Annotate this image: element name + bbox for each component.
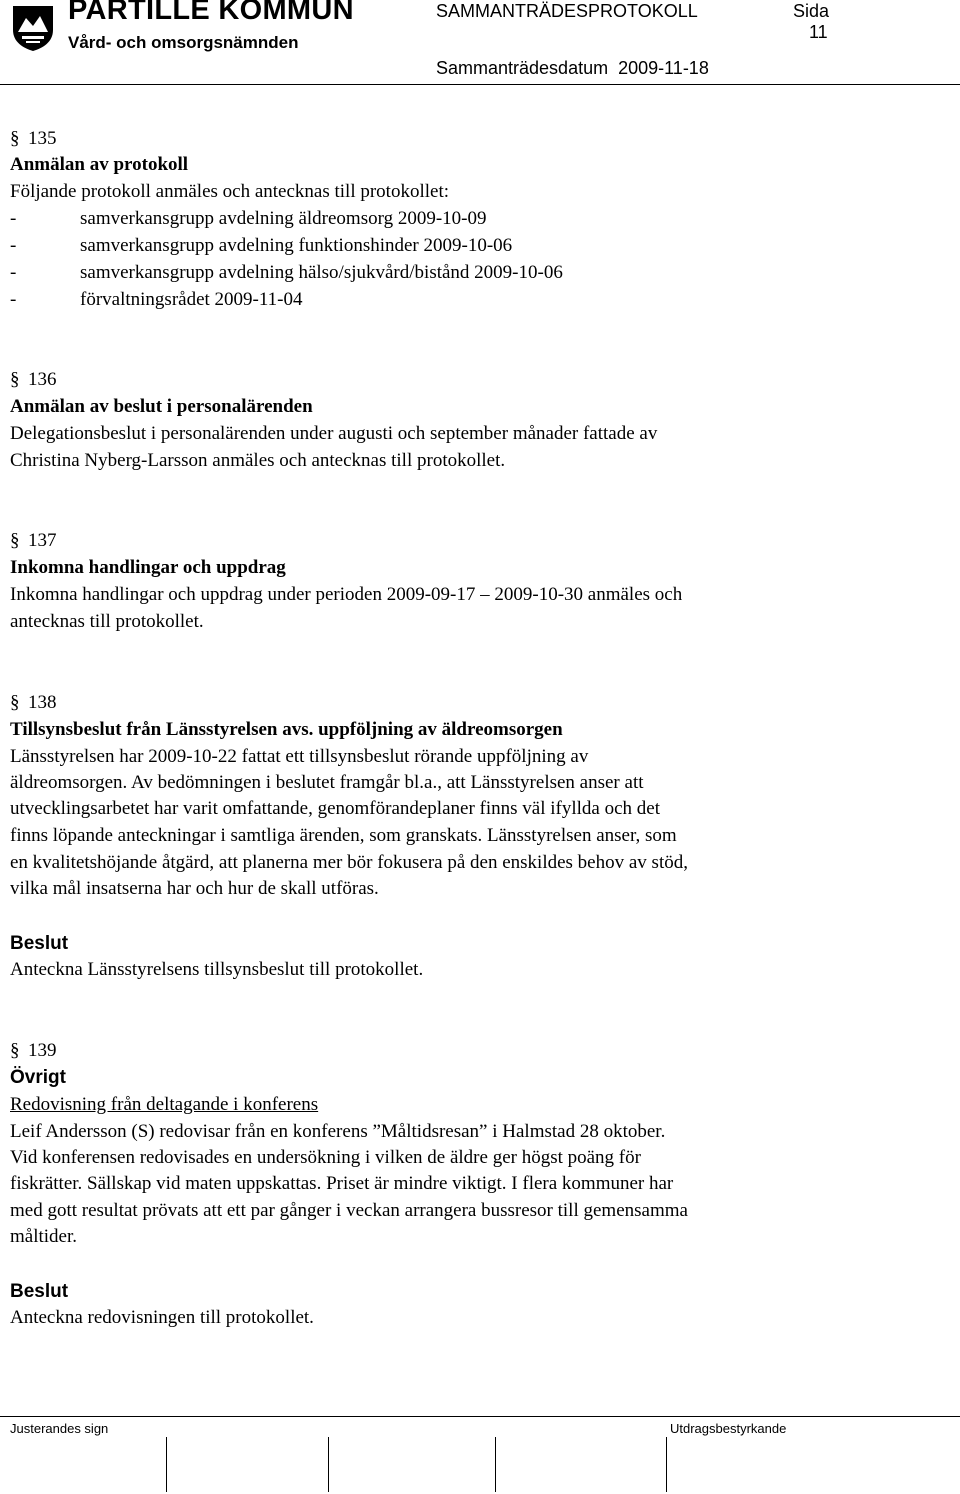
section-135-intro: Följande protokoll anmäles och antecknas till protokollet: <box>10 181 450 202</box>
section-137-text-line: Inkomna handlingar och uppdrag under perioden 2009-09-17 – 2009-10-30 anmäles och <box>10 584 683 605</box>
meeting-date-row <box>436 58 709 79</box>
meeting-date-label: Sammanträdesdatum <box>436 58 609 78</box>
section-139-text-line: måltider. <box>10 1226 78 1247</box>
section-135-title: Anmälan av protokoll <box>10 154 189 175</box>
section-138-text-line: äldreomsorgen. Av bedömningen i beslutet framgår bl.a., att Länsstyrelsen anser att <box>10 772 644 793</box>
section-139-text-line: med gott resultat prövats att ett par gånger i veckan arrangera bussresor till gemensamma <box>10 1200 688 1221</box>
section-138-number: § 138 <box>10 692 57 713</box>
organization-name: PARTILLE KOMMUN <box>68 0 354 26</box>
list-item: - samverkansgrupp avdelning funktionshinder 2009-10-06 <box>10 235 513 256</box>
utdragsbestyrkande-label: Utdragsbestyrkande <box>670 1421 787 1436</box>
section-138-text-line: Länsstyrelsen har 2009-10-22 fattat ett tillsynsbeslut rörande uppföljning av <box>10 746 589 767</box>
municipality-seal-icon <box>8 2 58 52</box>
section-139-subtitle: Redovisning från deltagande i konferens <box>10 1094 319 1115</box>
section-138-beslut-heading: Beslut <box>10 933 69 954</box>
section-sign: § <box>10 692 20 713</box>
list-item: - samverkansgrupp avdelning äldreomsorg 2009-10-09 <box>10 208 487 229</box>
section-sign: § <box>10 530 20 551</box>
document-type: SAMMANTRÄDESPROTOKOLL <box>436 1 698 21</box>
justerandes-sign-label: Justerandes sign <box>10 1421 109 1436</box>
section-136-number: § 136 <box>10 369 57 390</box>
section-137-title: Inkomna handlingar och uppdrag <box>10 557 286 578</box>
section-sign: § <box>10 1040 20 1061</box>
section-136-text-line: Christina Nyberg-Larsson anmäles och antecknas till protokollet. <box>10 450 506 471</box>
section-137-number: § 137 <box>10 530 57 551</box>
page-number: 11 <box>809 22 828 42</box>
section-139-text-line: Vid konferensen redovisades en undersökning i vilken de äldre ger högst poäng för <box>10 1147 641 1168</box>
section-138-text-line: utvecklingsarbetet har varit omfattande, genomförandeplaner finns väl ifyllda och det <box>10 798 660 819</box>
committee-name: Vård- och omsorgsnämnden <box>68 33 299 52</box>
footer-divider <box>0 1416 960 1417</box>
section-136-title: Anmälan av beslut i personalärenden <box>10 396 313 417</box>
signature-box-divider <box>495 1437 496 1492</box>
section-139-title: Övrigt <box>10 1067 66 1088</box>
section-138-beslut-text: Anteckna Länsstyrelsens tillsynsbeslut till protokollet. <box>10 959 424 980</box>
section-138-text-line: en kvalitetshöjande åtgärd, att planerna mer bör fokusera på den enskildes behov av stöd, <box>10 852 688 873</box>
header-divider <box>0 84 960 85</box>
signature-box-divider <box>328 1437 329 1492</box>
signature-box-divider <box>166 1437 167 1492</box>
section-139-beslut-heading: Beslut <box>10 1281 69 1302</box>
section-136-text-line: Delegationsbeslut i personalärenden under augusti och september månader fattade av <box>10 423 658 444</box>
list-item: - förvaltningsrådet 2009-11-04 <box>10 289 303 310</box>
section-139-text-line: Leif Andersson (S) redovisar från en konferens ”Måltidsresan” i Halmstad 28 oktober. <box>10 1121 666 1142</box>
page-label: Sida <box>793 1 830 21</box>
section-137-text-line: antecknas till protokollet. <box>10 611 204 632</box>
section-138-text-line: finns löpande anteckningar i samtliga ärenden, som granskats. Länsstyrelsen anser, som <box>10 825 677 846</box>
meeting-date-value: 2009-11-18 <box>618 58 709 78</box>
section-139-text-line: fiskrätter. Sällskap vid maten uppskattas. Priset är mindre viktigt. I flera kommuner har <box>10 1173 674 1194</box>
section-sign: § <box>10 369 20 390</box>
section-138-title: Tillsynsbeslut från Länsstyrelsen avs. uppföljning av äldreomsorgen <box>10 719 563 740</box>
section-139-beslut-text: Anteckna redovisningen till protokollet. <box>10 1307 314 1328</box>
list-item: - samverkansgrupp avdelning hälso/sjukvård/bistånd 2009-10-06 <box>10 262 563 283</box>
section-135-number: § 135 <box>10 128 57 149</box>
section-139-number: § 139 <box>10 1040 57 1061</box>
signature-box-divider <box>666 1437 667 1492</box>
section-sign: § <box>10 128 20 149</box>
section-138-text-line: vilka mål insatserna har och hur de skall utföras. <box>10 878 379 899</box>
